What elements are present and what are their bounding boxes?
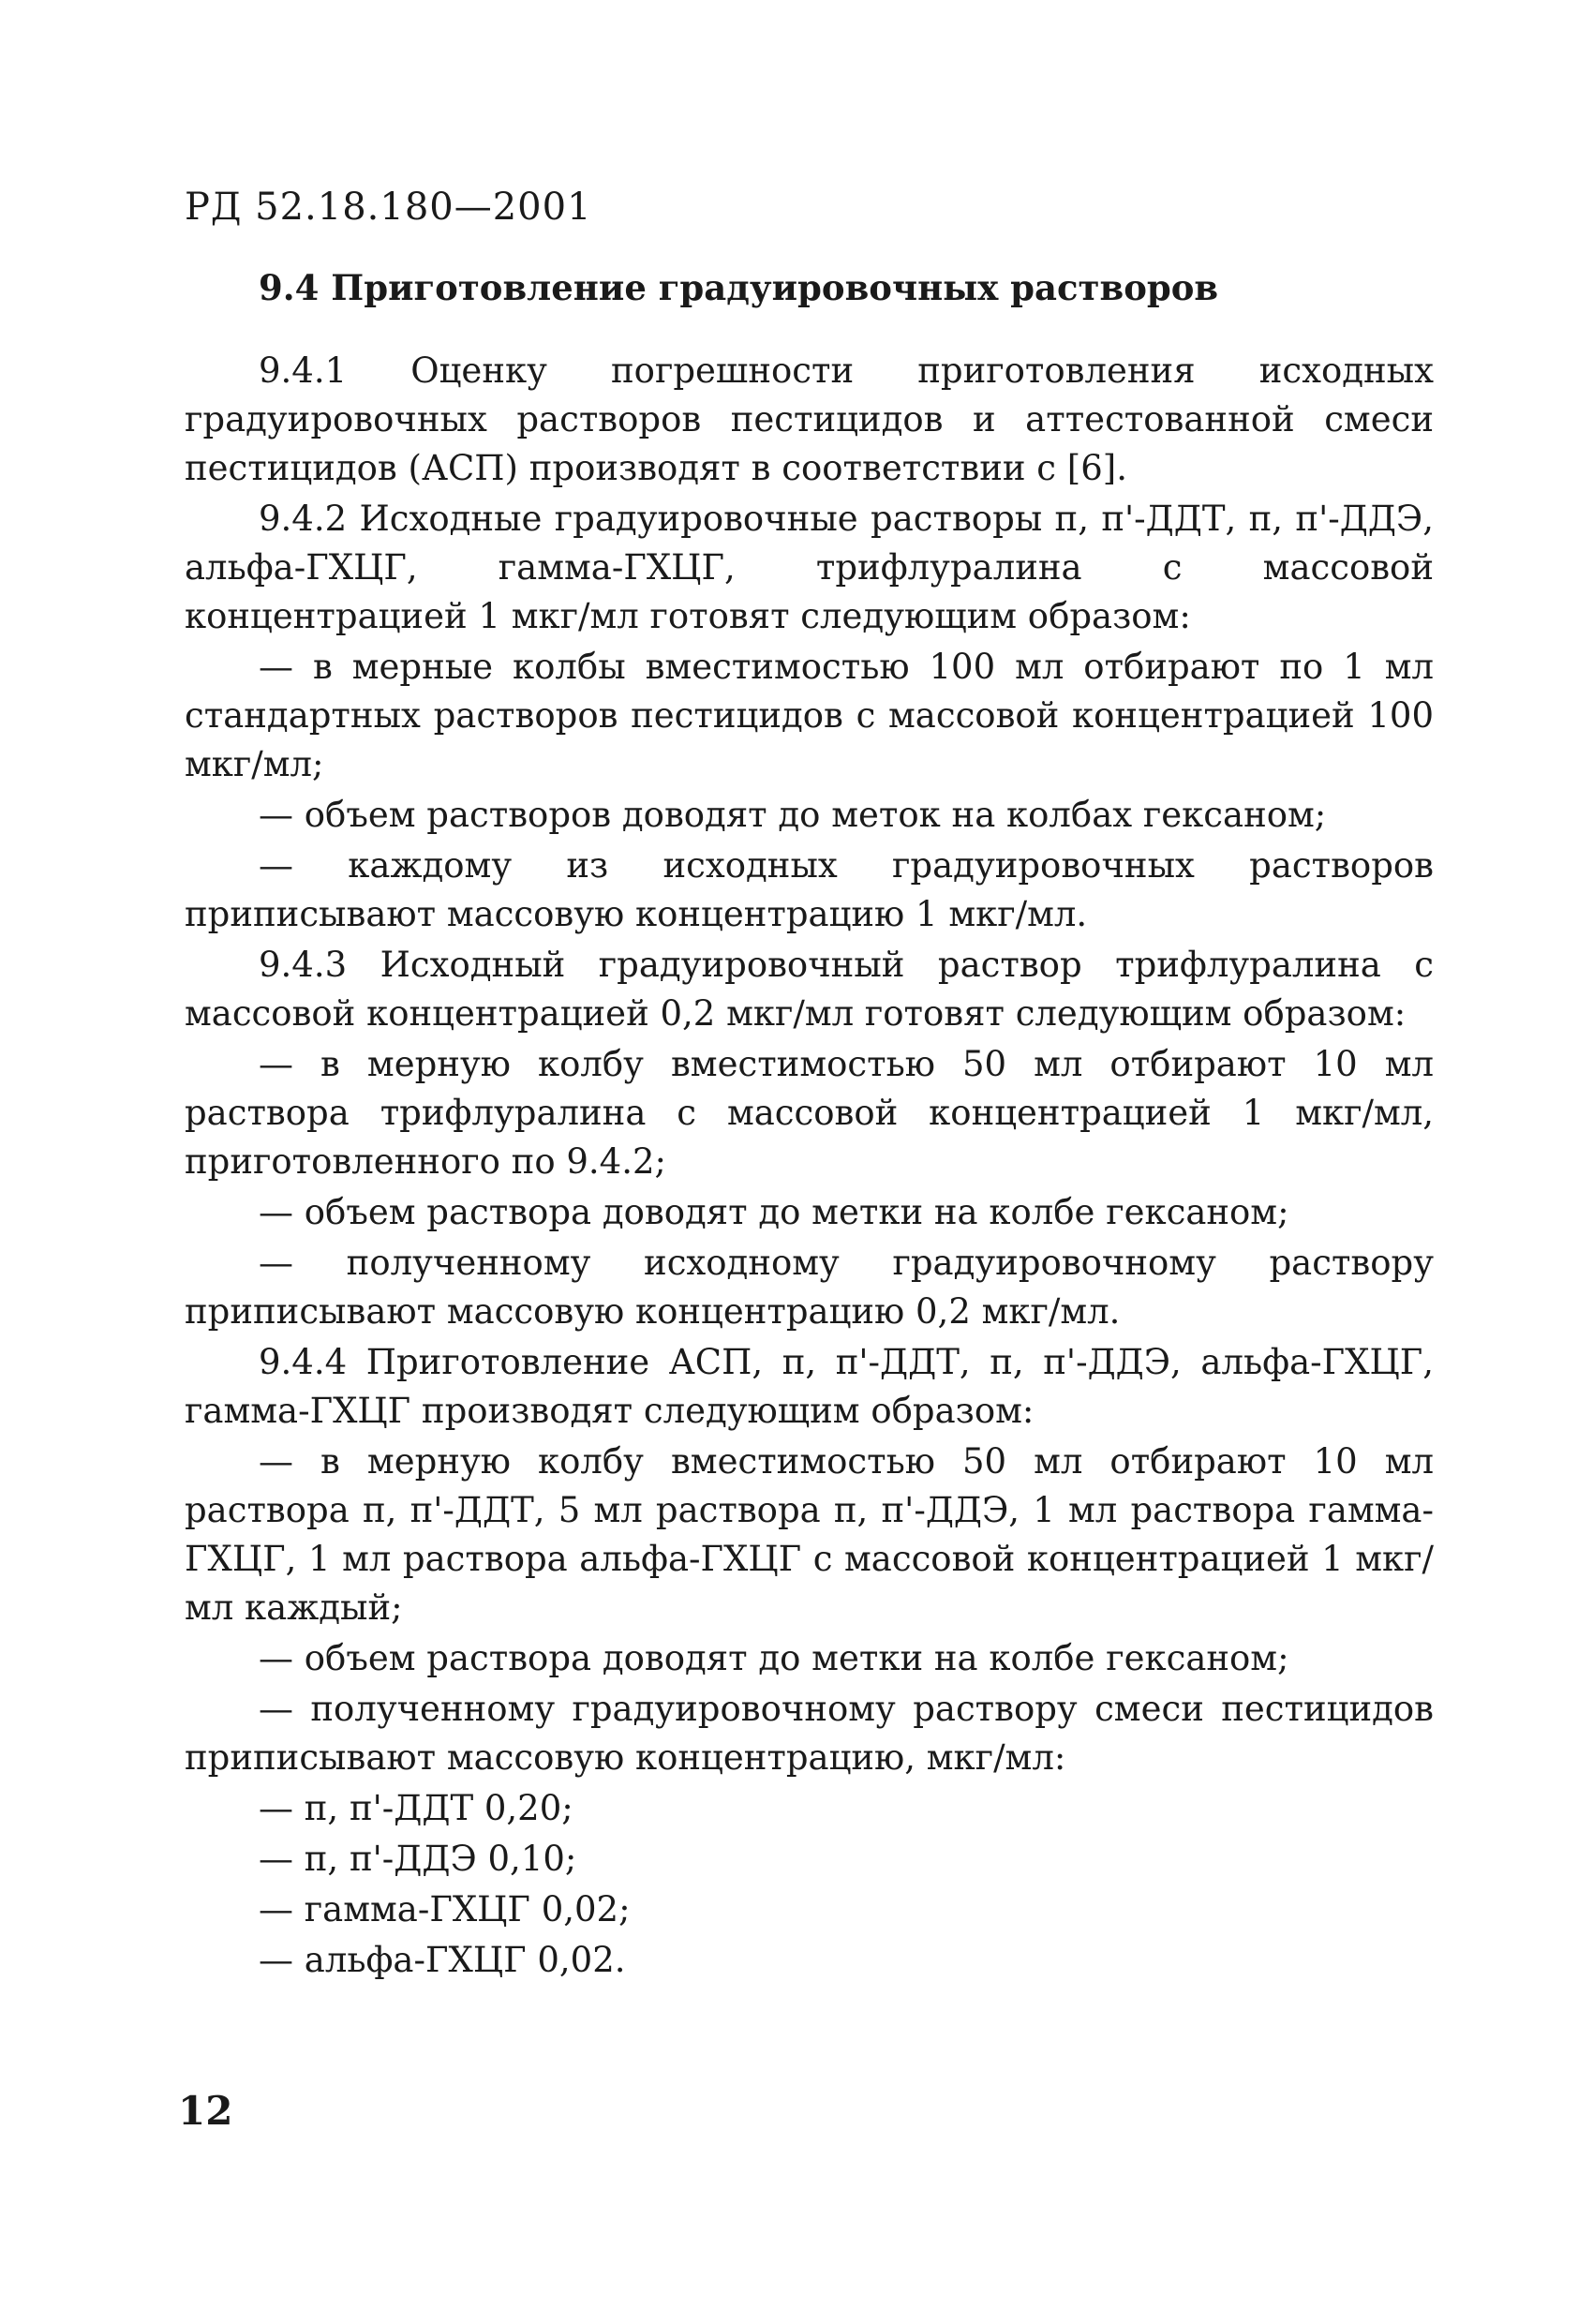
concentration-item: — п, п'-ДДТ 0,20; [259, 1788, 573, 1828]
paragraph-9-4-4: 9.4.4 Приготовление АСП, п, п'-ДДТ, п, п'-ДДЭ, альфа-ГХЦГ, гамма-ГХЦГ производят следующим образом: [185, 1342, 1434, 1431]
body-text [185, 347, 1434, 1987]
list-item: — в мерные колбы вместимостью 100 мл отбирают по 1 мл стандартных растворов пестицидов с массовой концентрацией 100 мкг/мл; [185, 647, 1434, 784]
list-item: — объем растворов доводят до меток на колбах гексаном; [259, 795, 1327, 835]
list-item: — в мерную колбу вместимостью 50 мл отбирают 10 мл раствора п, п'-ДДТ, 5 мл раствора п, п'-ДДЭ, 1 мл раствора гамма-ГХЦГ, 1 мл раствора альфа-ГХЦГ с массовой концентрацией 1 мкг/мл каждый; [185, 1441, 1434, 1628]
concentration-item: — п, п'-ДДЭ 0,10; [259, 1839, 577, 1879]
concentration-item: — гамма-ГХЦГ 0,02; [259, 1889, 631, 1929]
list-item: — полученному исходному градуировочному раствору приписывают массовую концентрацию 0,2 мкг/мл. [185, 1243, 1434, 1332]
paragraph-9-4-3: 9.4.3 Исходный градуировочный раствор трифлуралина с массовой концентрацией 0,2 мкг/мл готовят следующим образом: [185, 945, 1434, 1034]
section-title: 9.4 Приготовление градуировочных растворов [259, 267, 1219, 308]
paragraph-9-4-2: 9.4.2 Исходные градуировочные растворы п, п'-ДДТ, п, п'-ДДЭ, альфа-ГХЦГ, гамма-ГХЦГ, трифлуралина с массовой концентрацией 1 мкг/мл готовят следующим образом: [185, 499, 1434, 636]
list-item: — объем раствора доводят до метки на колбе гексаном; [259, 1192, 1289, 1232]
concentration-item: — альфа-ГХЦГ 0,02. [259, 1940, 626, 1980]
list-item: — каждому из исходных градуировочных растворов приписывают массовую концентрацию 1 мкг/мл. [185, 845, 1434, 934]
paragraph-9-4-1: 9.4.1 Оценку погрешности приготовления исходных градуировочных растворов пестицидов и аттестованной смеси пестицидов (АСП) производят в соответствии с [6]. [185, 350, 1434, 488]
list-item: — полученному градуировочному раствору смеси пестицидов приписывают массовую концентрацию, мкг/мл: [185, 1689, 1434, 1778]
document-code: РД 52.18.180—2001 [185, 186, 592, 229]
list-item: — объем раствора доводят до метки на колбе гексаном; [259, 1638, 1289, 1678]
list-item: — в мерную колбу вместимостью 50 мл отбирают 10 мл раствора трифлуралина с массовой концентрацией 1 мкг/мл, приготовленного по 9.4.2; [185, 1044, 1434, 1182]
page-number: 12 [178, 2088, 233, 2134]
